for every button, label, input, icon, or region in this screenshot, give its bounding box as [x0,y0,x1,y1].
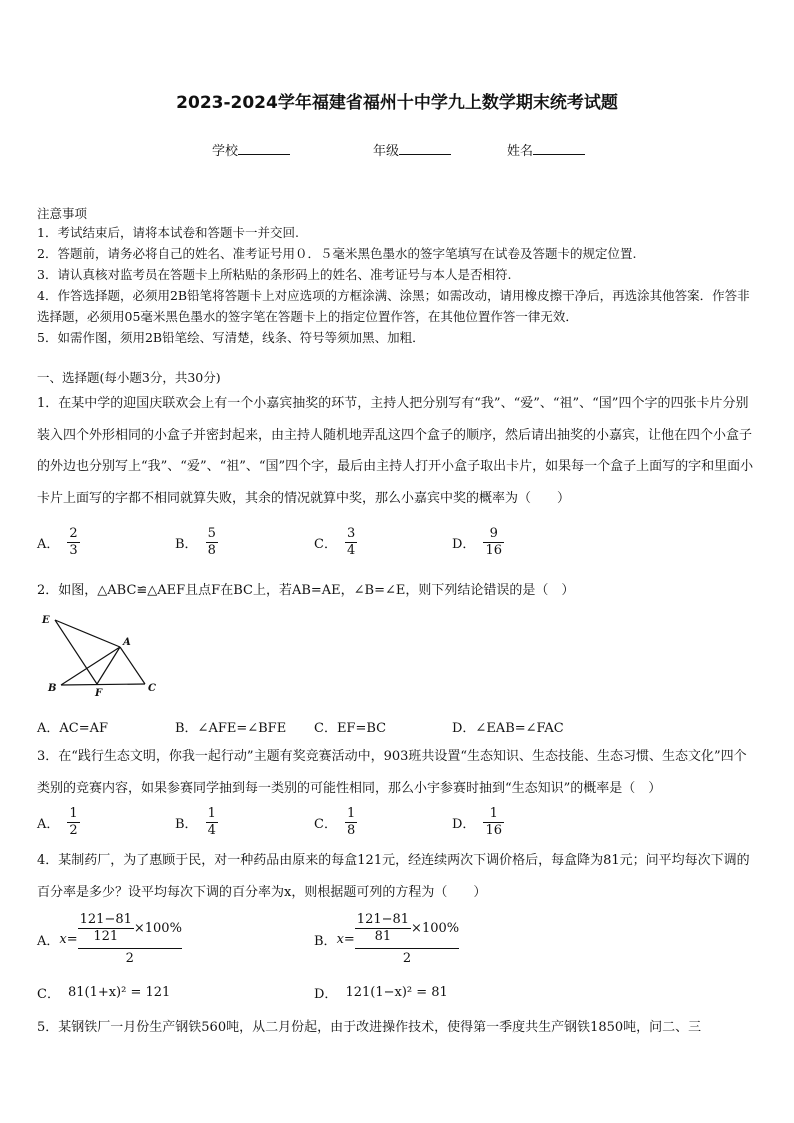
notice-item: 4．作答选择题，必须用2B铅笔将答题卡上对应选项的方框涂满、涂黑；如需改动，请用橡皮擦干净后，再选涂其他答案．作答非选择题，必须用05毫米黑色墨水的签字笔在答题卡上的指定位置作答，在其他位置作答一律无效． [37,288,750,324]
label-a: A [123,637,131,648]
compound-fraction: $\frac{121-81}{81}$ ×100% 2 [356,912,460,966]
fraction: $\frac{9}{16}$ [485,526,502,558]
q2-option-c: C．EF=BC [314,721,387,736]
notice-item: 5．如需作图，须用2B铅笔绘、写清楚，线条、符号等须加黑、加粗． [37,330,425,345]
q1-option-b: B． $\frac{5}{8}$ [175,526,216,558]
question-5-text: 5．某钢铁厂一月份生产钢铁560吨，从二月份起，由于改进操作技术，使得第一季度共生产钢铁1850吨，问二、三 [37,1020,702,1035]
label-b: B [48,683,57,694]
notice-item: 2．答题前，请务必将自己的姓名、准考证号用０．５毫米黑色墨水的签字笔填写在试卷及答题卡的规定位置. [37,246,637,261]
label-f: F [95,688,103,699]
fraction: $\frac{3}{4}$ [346,526,356,558]
q3-option-b: B． $\frac{1}{4}$ [175,806,216,838]
school-blank [238,142,290,155]
fraction: $\frac{1}{8}$ [346,806,356,838]
q2-option-a: A．AC=AF [37,721,109,736]
school-field: 学校 [212,140,290,159]
fraction: $\frac{5}{8}$ [207,526,216,558]
q2-option-d: D．∠EAB=∠FAC [452,721,564,736]
label-c: C [148,683,156,694]
notice-item: 3．请认真核对监考员在答题卡上所粘贴的条形码上的姓名、准考证号与本人是否相符. [37,267,512,282]
section-heading: 一、选择题(每小题3分，共30分) [37,370,221,385]
question-3-text: 3．在“践行生态文明，你我一起行动”主题有奖竞赛活动中，903班共设置“生态知识、生态技能、生态习惯、生态文化”四个类别的竞赛内容，如果参赛同学抽到每一类别的可能性相同，那么小宇参赛时抽到“生态知识”的概率是（ ） [37,749,747,796]
q4-option-c: C． 81(1+x)² = 121 [37,985,171,1002]
notice-item: 1．考试结束后，请将本试卷和答题卡一并交回. [37,225,299,240]
triangle-figure [37,612,167,700]
q4-option-b: B． x= $\frac{121-81}{81}$ ×100% 2 [314,912,460,966]
q1-option-d: D． $\frac{9}{16}$ [452,526,502,558]
q1-option-c: C． $\frac{3}{4}$ [314,526,356,558]
q3-option-d: D． $\frac{1}{16}$ [452,806,502,838]
q4-option-d: D． 121(1−x)² = 81 [314,985,448,1002]
page-title: 2023-2024学年福建省福州十中学九上数学期末统考试题 [176,93,618,113]
question-1-text: 1．在某中学的迎国庆联欢会上有一个小嘉宾抽奖的环节，主持人把分别写有“我”、“爱”、“祖”、“国”四个字的四张卡片分别装入四个外形相同的小盒子并密封起来，由主持人随机地弄乱这四个盒子的顺序，然后请出抽奖的小嘉宾，让他在四个小盒子的外边也分别写上“我”、“爱”、“祖”、“国”四个字，最后由主持人打开小盒子取出卡片，如果每一个盒子上面写的字和里面小卡片上面写的字都不相同就算失败，其余的情况就算中奖，那么小嘉宾中奖的概率为（ ） [37,396,754,506]
label-e: E [42,615,50,626]
name-field: 姓名 [507,140,585,159]
question-2-text: 2．如图，△ABC≌△AEF且点F在BC上，若AB=AE，∠B=∠E，则下列结论错误的是（ ） [37,583,575,598]
q4-option-a: A． x= $\frac{121-81}{121}$ ×100% 2 [37,912,182,966]
fraction: $\frac{1}{4}$ [207,806,216,838]
question-4-text: 4．某制药厂，为了惠顾于民，对一种药品由原来的每盒121元，经连续两次下调价格后，每盒降为81元；问平均每次下调的百分率是多少？设平均每次下调的百分率为x，则根据题可列的方程为（ ） [37,853,750,900]
q2-option-b: B．∠AFE=∠BFE [175,721,287,736]
fraction: $\frac{1}{16}$ [485,806,502,838]
grade-field: 年级 [373,140,451,159]
notice-heading: 注意事项 [37,206,88,221]
q1-option-a: A． $\frac{2}{3}$ [37,526,78,558]
name-blank [533,142,585,155]
fraction: $\frac{2}{3}$ [69,526,78,558]
q3-option-c: C． $\frac{1}{8}$ [314,806,356,838]
compound-fraction: $\frac{121-81}{121}$ ×100% 2 [79,912,182,966]
grade-blank [399,142,451,155]
fraction: $\frac{1}{2}$ [69,806,78,838]
q3-option-a: A． $\frac{1}{2}$ [37,806,78,838]
